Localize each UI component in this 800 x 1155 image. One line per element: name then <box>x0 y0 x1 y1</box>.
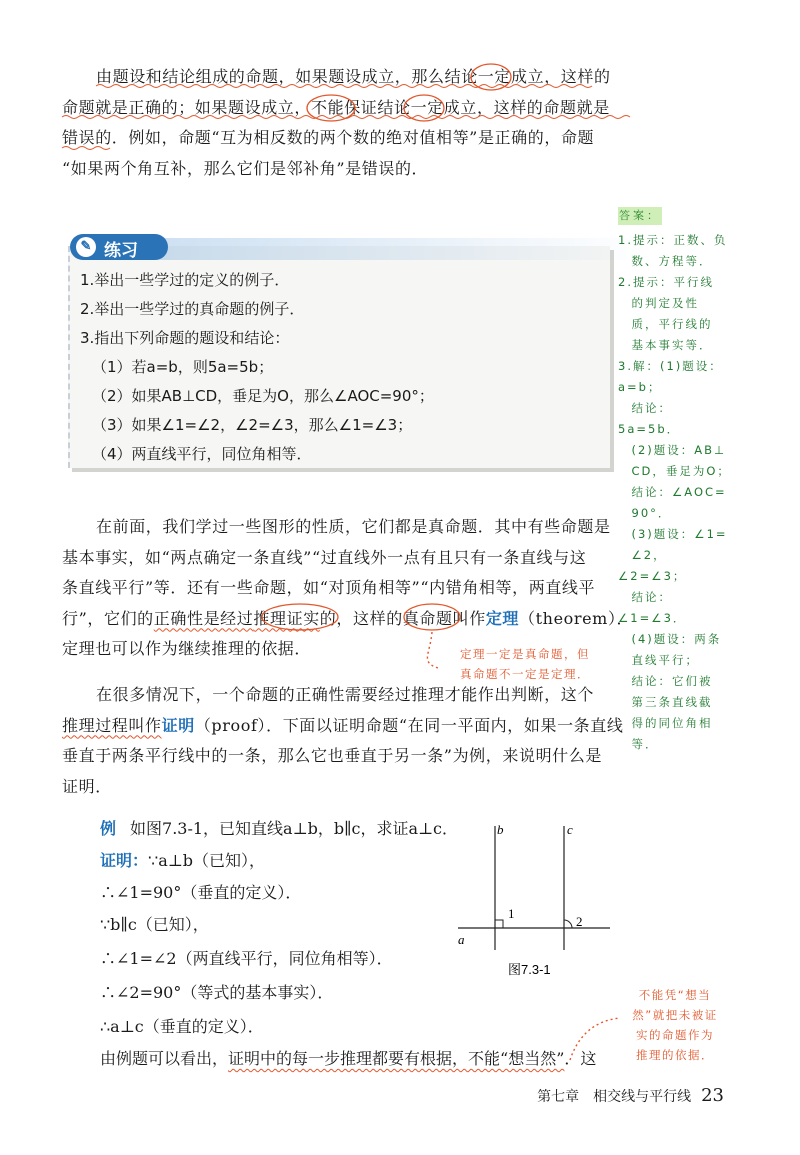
answer-line: ∠2，∠2=∠3； <box>618 548 687 583</box>
exercise-item: 3.指出下列命题的题设和结论： <box>80 329 290 347</box>
side-note-proof <box>620 985 730 1065</box>
answers-title: 答案： <box>618 207 662 225</box>
figure-7-3-1 <box>450 818 620 978</box>
para-line: 在前面，我们学过一些图形的性质，它们都是真命题．其中有些命题是 <box>96 517 611 536</box>
intro-annotations <box>0 0 800 200</box>
answer-line: (3)题设：∠1= <box>618 527 728 541</box>
text-run: 叫作 <box>452 608 486 628</box>
exercise-header-stripe <box>150 238 650 260</box>
intro-line: 错误的．例如，命题“互为相反数的两个数的绝对值相等”是正确的，命题 <box>62 128 595 147</box>
exercise-item: 1.举出一些学过的定义的例子． <box>80 271 290 289</box>
intro-line: 命题就是正确的；如果题设成立，不能保证结论一定成立，这样的命题就是 <box>62 97 610 117</box>
para-line: 垂直于两条平行线中的一条，那么它也垂直于另一条”为例，来说明什么是 <box>62 746 602 765</box>
answer-line: 结论：∠1=∠3． <box>618 590 687 625</box>
answer-line: (2)题设：AB⊥ <box>618 443 727 457</box>
page-number: 23 <box>701 1085 724 1106</box>
example-statement <box>100 818 458 840</box>
page-footer <box>537 1085 724 1106</box>
note-line: 不能凭“想当 <box>638 988 712 1002</box>
theorem-note <box>460 644 590 684</box>
answer-line: 结论：它们被 <box>618 674 713 688</box>
answer-line: 3.解：(1)题设：a=b； <box>618 359 723 394</box>
text-run: 的，这样的 <box>319 608 403 628</box>
label-angle2: 2 <box>576 914 583 929</box>
figure-caption: 图7.3-1 <box>508 962 551 977</box>
label-a: a <box>458 932 465 947</box>
text-run: （theorem）． <box>519 608 634 628</box>
answer-line: 数、方程等． <box>618 254 713 268</box>
exercise-item: 2.举出一些学过的真命题的例子． <box>80 300 305 318</box>
exercise-item: （2）如果AB⊥CD，垂足为O，那么∠AOC=90°； <box>92 387 434 405</box>
answer-line: 质，平行线的 <box>618 317 713 331</box>
para-line: 定理也可以作为继续推理的依据． <box>62 639 312 658</box>
answer-line: 90°． <box>618 506 672 520</box>
answer-line: 得的同位角相 <box>618 716 713 730</box>
example-label: 例 <box>100 819 117 838</box>
exercise-item: （3）如果∠1=∠2，∠2=∠3，那么∠1=∠3； <box>92 416 413 434</box>
text-run: 真命题 <box>402 608 453 628</box>
proof-step <box>100 850 265 872</box>
proof-label: 证明： <box>100 851 149 870</box>
note-line: 定理一定是真命题，但 <box>460 647 590 661</box>
example-text: 如图7.3-1，已知直线a⊥b，b∥c，求证a⊥c． <box>130 819 459 838</box>
proof-step: ∴∠2=90°（等式的基本事实）． <box>100 983 334 1002</box>
term-theorem: 定理 <box>485 608 520 628</box>
answer-line: 等． <box>618 737 659 751</box>
text-run: （proof）．下面以证明命题“在同一平面内，如果一条直线 <box>194 715 624 735</box>
text-run: ．这 <box>564 1049 597 1068</box>
answer-line: 1.提示：正数、负 <box>618 233 728 247</box>
proof-paragraph <box>62 680 624 802</box>
answer-line: 结论：∠AOC= <box>618 485 727 499</box>
text-run: 行”，它们的 <box>62 608 154 628</box>
note-line: 推理的依据． <box>636 1048 714 1062</box>
answer-line: 第三条直线截 <box>618 695 713 709</box>
pencil-icon: ✎ <box>76 237 96 257</box>
para-line: 在很多情况下，一个命题的正确性需要经过推理才能作出判断，这个 <box>96 685 595 704</box>
note-line: 实的命题作为 <box>636 1028 714 1042</box>
text-run: 由例题可以看出， <box>100 1049 229 1068</box>
right-angle-mark <box>495 920 503 928</box>
text-run: 推理证实 <box>253 608 320 628</box>
text-run: 推理过程叫作 <box>62 715 162 735</box>
proof-step: ∵b∥c（已知）， <box>100 915 209 934</box>
intro-line: 由题设和结论组成的命题，如果题设成立，那么结论一定成立，这样的 <box>96 67 611 86</box>
label-angle1: 1 <box>508 906 515 921</box>
note-line: 然”就把未被证 <box>632 1008 718 1022</box>
exercise-header <box>70 234 168 260</box>
answer-line: 基本事实等． <box>618 338 713 352</box>
text-run: 证明中的每一步推理都要有根据，不能“想当然” <box>228 1049 565 1068</box>
label-b: b <box>497 822 504 837</box>
para-line <box>62 711 624 742</box>
para-line: 基本事实，如“两点确定一条直线”“过直线外一点有且只有一条直线与这 <box>62 547 587 567</box>
answer-line: 结论：5a=5b． <box>618 401 681 436</box>
text-run: 正确性是经过 <box>153 608 254 628</box>
label-c: c <box>567 822 573 837</box>
proof-step: ∴a⊥c（垂直的定义）． <box>100 1017 264 1036</box>
answer-line: (4)题设：两条 <box>618 632 722 646</box>
proof-conclusion <box>100 1048 596 1070</box>
note-line: 真命题不一定是定理． <box>460 667 590 681</box>
term-proof: 证明 <box>161 715 195 735</box>
angle2-arc <box>564 920 572 928</box>
exercise-item: （4）两直线平行，同位角相等． <box>92 445 312 463</box>
para-line: 证明． <box>62 776 112 796</box>
exercise-title: 练习 <box>104 241 138 261</box>
answer-line: 的判定及性 <box>618 296 699 310</box>
answer-line: 2.提示：平行线 <box>618 275 714 289</box>
proof-step: ∴∠1=90°（垂直的定义）． <box>100 883 302 902</box>
proof-step: ∴∠1=∠2（两直线平行，同位角相等）． <box>100 949 393 968</box>
exercise-item: （1）若a=b，则5a=5b； <box>92 358 274 376</box>
intro-line: “如果两个角互补，那么它们是邻补角”是错误的． <box>62 158 429 178</box>
para-line: 条直线平行”等．还有一些命题，如“对顶角相等”“内错角相等，两直线平 <box>62 578 596 597</box>
answer-line: 直线平行； <box>618 653 699 667</box>
chapter-title: 第七章 相交线与平行线 <box>537 1089 692 1105</box>
answer-line: CD，垂足为O； <box>618 464 731 478</box>
proof-step-text: ∵a⊥b（已知）， <box>148 851 266 870</box>
